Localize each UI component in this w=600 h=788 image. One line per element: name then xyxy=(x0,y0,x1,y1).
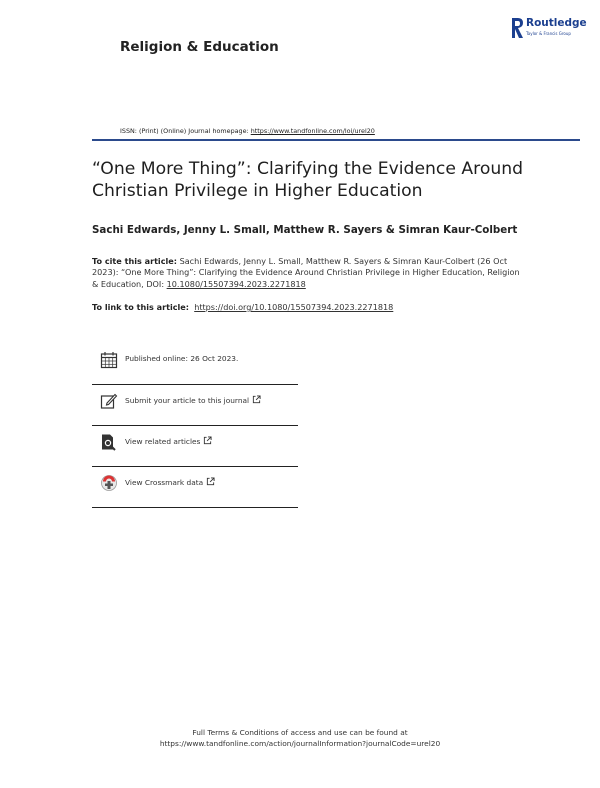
doi-link[interactable]: 10.1080/15507394.2023.2271818 xyxy=(166,278,306,289)
external-link-icon xyxy=(206,477,215,486)
footer-journal-info-link[interactable]: https://www.tandfonline.com/action/journalInformation?journalCode=urel20 xyxy=(159,739,441,748)
publisher-logo xyxy=(510,16,590,42)
crossmark-link[interactable] xyxy=(125,477,215,487)
calendar-icon xyxy=(100,351,118,369)
article-info-list xyxy=(92,344,298,508)
issn-prefix: ISSN: (Print) (Online) Journal homepage: xyxy=(120,127,251,135)
related-articles-row[interactable] xyxy=(92,426,298,467)
published-online-text: Published online: 26 Oct 2023. xyxy=(125,354,239,363)
related-articles-label: View related articles xyxy=(125,437,201,446)
publisher-tagline: Taylor & Francis Group xyxy=(526,31,571,36)
footer xyxy=(100,727,500,749)
citation-text: Sachi Edwards, Jenny L. Small, Matthew R. Sayers & Simran Kaur-Colbert (26 Oct 2023): “One More Thing”: Clarifying the Evidence Around Christian Privilege in Higher Education, Religion & Education, DOI: xyxy=(92,256,520,289)
submit-article-label: Submit your article to this journal xyxy=(125,396,250,405)
article-link-block xyxy=(92,302,393,312)
citation-block xyxy=(92,256,522,290)
crossmark-label: View Crossmark data xyxy=(125,478,204,487)
related-articles-link[interactable] xyxy=(125,436,212,446)
publisher-name: Routledge xyxy=(526,17,587,29)
article-title: “One More Thing”: Clarifying the Evidence Around Christian Privilege in Higher Education xyxy=(92,159,524,201)
submit-article-link[interactable] xyxy=(125,395,261,405)
external-link-icon xyxy=(252,395,261,404)
published-online-row xyxy=(92,344,298,385)
article-authors: Sachi Edwards, Jenny L. Small, Matthew R. Sayers & Simran Kaur-Colbert xyxy=(92,224,518,236)
journal-homepage-link[interactable]: https://www.tandfonline.com/loi/urel20 xyxy=(250,127,375,135)
crossmark-icon xyxy=(100,474,118,492)
routledge-logo-icon xyxy=(510,16,524,42)
header-divider xyxy=(92,139,580,141)
external-link-icon xyxy=(203,436,212,445)
edit-icon xyxy=(100,392,118,410)
article-link-label: To link to this article: xyxy=(92,302,190,312)
related-articles-icon xyxy=(100,433,118,451)
footer-terms-text: Full Terms & Conditions of access and use can be found at xyxy=(192,728,408,737)
crossmark-row[interactable] xyxy=(92,467,298,508)
submit-article-row[interactable] xyxy=(92,385,298,426)
issn-line xyxy=(120,127,375,135)
citation-label: To cite this article: xyxy=(92,256,178,266)
article-link[interactable]: https://doi.org/10.1080/15507394.2023.2271818 xyxy=(194,302,394,312)
journal-name: Religion & Education xyxy=(120,39,279,55)
